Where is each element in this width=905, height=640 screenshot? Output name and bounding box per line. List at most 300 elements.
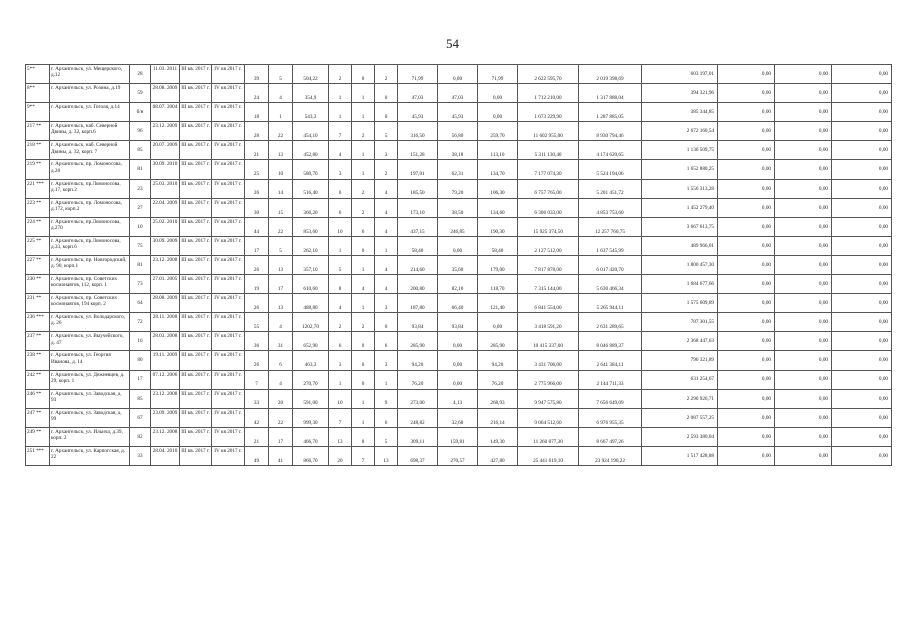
cell-c14: 0,00 <box>775 255 832 274</box>
table-row <box>26 179 892 198</box>
cell-c3: 853,60 <box>293 217 329 236</box>
cell-f3: III кв. 2017 г. <box>180 84 212 103</box>
cell-c8: 246,85 <box>438 217 478 236</box>
cell-addr: г. Архангельск, пр. Ломоносова, д.172, корп.2 <box>50 198 130 217</box>
cell-c12: 1 800 457,30 <box>642 255 718 274</box>
cell-f3: III кв. 2017 г. <box>180 255 212 274</box>
cell-c4: 1 <box>329 236 352 255</box>
cell-c14: 0,00 <box>775 84 832 103</box>
cell-c13: 0,00 <box>718 141 775 160</box>
cell-c13: 0,00 <box>718 313 775 332</box>
cell-f4: IV кв 2017 г. <box>212 198 245 217</box>
cell-c7: 285,90 <box>398 332 438 351</box>
cell-c3: 1202,70 <box>293 313 329 332</box>
cell-c14: 0,00 <box>775 160 832 179</box>
cell-c1: 49 <box>245 446 269 465</box>
cell-c10: 9 064 512,60 <box>518 408 579 427</box>
cell-c10: 7 315 144,00 <box>518 275 579 294</box>
cell-n: 251 *** <box>26 446 50 465</box>
cell-f3: III кв. 2017 г. <box>180 427 212 446</box>
cell-c12: 790 321,89 <box>642 351 718 370</box>
cell-c5: 0 <box>352 236 375 255</box>
cell-c14: 0,00 <box>775 217 832 236</box>
table-body <box>26 65 892 466</box>
cell-c4: 1 <box>329 103 352 122</box>
cell-c8: 0,00 <box>438 65 478 84</box>
cell-c10: 6 841 554,00 <box>518 294 579 313</box>
cell-c4: 2 <box>329 313 352 332</box>
cell-f1: 10 <box>130 217 151 236</box>
cell-c6: 4 <box>375 198 398 217</box>
cell-c4: 5 <box>329 255 352 274</box>
cell-c9: 179,00 <box>478 255 518 274</box>
cell-n: 247 ** <box>26 408 50 427</box>
cell-addr: г. Архангельск, ул. Заводская, д. 99 <box>50 408 130 427</box>
cell-c8: 38,18 <box>438 141 478 160</box>
cell-f2: 08.07. 2004 <box>151 103 180 122</box>
cell-c7: 93,84 <box>398 313 438 332</box>
cell-c3: 366,20 <box>293 198 329 217</box>
cell-f1: 81 <box>130 160 151 179</box>
cell-c2: 4 <box>269 313 293 332</box>
cell-f1: 27 <box>130 198 151 217</box>
cell-c6: 6 <box>375 408 398 427</box>
cell-f2: 23.12. 2009 <box>151 122 180 141</box>
cell-f3: III кв. 2017 г. <box>180 236 212 255</box>
cell-c10: 2 622 595,70 <box>518 65 579 84</box>
cell-c3: 270,70 <box>293 370 329 389</box>
housing-table <box>25 64 892 466</box>
cell-c15: 0,00 <box>832 84 892 103</box>
cell-c7: 94,20 <box>398 351 438 370</box>
cell-c13: 0,00 <box>718 236 775 255</box>
cell-c9: 94,20 <box>478 351 518 370</box>
cell-f3: III кв. 2017 г. <box>180 389 212 408</box>
cell-c9: 259,70 <box>478 122 518 141</box>
cell-f3: III кв. 2017 г. <box>180 141 212 160</box>
cell-c5: 2 <box>352 179 375 198</box>
cell-c15: 0,00 <box>832 103 892 122</box>
cell-c3: 516,40 <box>293 179 329 198</box>
cell-f2: 22.04. 2009 <box>151 198 180 217</box>
cell-c5: 0 <box>352 370 375 389</box>
cell-f4: IV кв 2017 г. <box>212 103 245 122</box>
table-row <box>26 370 892 389</box>
cell-n: 227 ** <box>26 255 50 274</box>
table-row <box>26 408 892 427</box>
cell-addr: г. Архангельск, ул. Заводская, д. 93 <box>50 389 130 408</box>
table-row <box>26 84 892 103</box>
cell-f1: 28 <box>130 65 151 84</box>
cell-c1: 36 <box>245 332 269 351</box>
cell-f1: 33 <box>130 446 151 465</box>
cell-c8: 56,80 <box>438 122 478 141</box>
cell-c15: 0,00 <box>832 65 892 84</box>
cell-c5: 4 <box>352 275 375 294</box>
cell-c2: 4 <box>269 370 293 389</box>
cell-c3: 504,22 <box>293 65 329 84</box>
cell-c6: 0 <box>375 84 398 103</box>
cell-f3: III кв. 2017 г. <box>180 275 212 294</box>
cell-f1: 73 <box>130 275 151 294</box>
cell-c4: 7 <box>329 122 352 141</box>
cell-c4: 10 <box>329 217 352 236</box>
cell-f3: III кв. 2017 г. <box>180 198 212 217</box>
cell-c15: 0,00 <box>832 141 892 160</box>
table-row <box>26 275 892 294</box>
cell-c7: 214,60 <box>398 255 438 274</box>
cell-c12: 385 344,85 <box>642 103 718 122</box>
table-row <box>26 255 892 274</box>
cell-f1: 80 <box>130 351 151 370</box>
cell-addr: г. Архангельск, пр.Ломоносова, д.270 <box>50 217 130 236</box>
cell-c3: 452,80 <box>293 141 329 160</box>
cell-n: 5** <box>26 65 50 84</box>
cell-c5: 2 <box>352 313 375 332</box>
cell-c13: 0,00 <box>718 351 775 370</box>
cell-c12: 2 087 557,25 <box>642 408 718 427</box>
cell-c7: 316,50 <box>398 122 438 141</box>
cell-addr: г. Архангельск, ул. Ильича, д.39, корп. 2 <box>50 427 130 446</box>
cell-c12: 603 197,01 <box>642 65 718 84</box>
cell-c3: 866,70 <box>293 446 329 465</box>
cell-c7: 151,28 <box>398 141 438 160</box>
cell-c15: 0,00 <box>832 446 892 465</box>
cell-c12: 1 684 677,66 <box>642 275 718 294</box>
cell-c11: 1 317 888,04 <box>579 84 642 103</box>
cell-f1: 85 <box>130 141 151 160</box>
cell-addr: г. Архангельск, ул. Выучейского, д. 47 <box>50 332 130 351</box>
cell-c8: 0,00 <box>438 236 478 255</box>
cell-c2: 14 <box>269 179 293 198</box>
cell-f3: III кв. 2017 г. <box>180 160 212 179</box>
cell-c12: 489 966,01 <box>642 236 718 255</box>
cell-c12: 1 652 880,25 <box>642 160 718 179</box>
cell-c14: 0,00 <box>775 427 832 446</box>
cell-c3: 591,00 <box>293 389 329 408</box>
cell-c5: 0 <box>352 351 375 370</box>
cell-c5: 6 <box>352 217 375 236</box>
cell-c13: 0,00 <box>718 103 775 122</box>
cell-c2: 10 <box>269 160 293 179</box>
cell-c5: 2 <box>352 198 375 217</box>
cell-c7: 248,82 <box>398 408 438 427</box>
cell-f4: IV кв 2017 г. <box>212 351 245 370</box>
cell-c2: 5 <box>269 236 293 255</box>
cell-n: 246 ** <box>26 389 50 408</box>
cell-c14: 0,00 <box>775 141 832 160</box>
cell-c8: 35,60 <box>438 255 478 274</box>
cell-c9: 134,60 <box>478 198 518 217</box>
cell-c13: 0,00 <box>718 255 775 274</box>
cell-c10: 6 306 033,00 <box>518 198 579 217</box>
cell-f4: IV кв 2017 г. <box>212 332 245 351</box>
cell-c9: 268,93 <box>478 389 518 408</box>
cell-c9: 71,99 <box>478 65 518 84</box>
cell-c2: 6 <box>269 351 293 370</box>
cell-f2: 23.09. 2009 <box>151 408 180 427</box>
cell-f2: 25.02. 2010 <box>151 217 180 236</box>
cell-f4: IV кв 2017 г. <box>212 255 245 274</box>
cell-c9: 0,00 <box>478 84 518 103</box>
cell-c15: 0,00 <box>832 179 892 198</box>
cell-f2: 23.12. 2008 <box>151 255 180 274</box>
cell-f2: 28.03. 2008 <box>151 332 180 351</box>
cell-c11: 5 265 944,11 <box>579 294 642 313</box>
cell-c5: 0 <box>352 65 375 84</box>
cell-c12: 631 254,67 <box>642 370 718 389</box>
cell-c13: 0,00 <box>718 294 775 313</box>
cell-f4: IV кв 2017 г. <box>212 427 245 446</box>
cell-c13: 0,00 <box>718 427 775 446</box>
cell-f1: 64 <box>130 294 151 313</box>
cell-f1: 67 <box>130 408 151 427</box>
cell-n: 218 ** <box>26 141 50 160</box>
cell-f4: IV кв 2017 г. <box>212 446 245 465</box>
cell-f3: III кв. 2017 г. <box>180 370 212 389</box>
cell-c9: 118,70 <box>478 275 518 294</box>
cell-c14: 0,00 <box>775 332 832 351</box>
cell-c14: 0,00 <box>775 179 832 198</box>
cell-c14: 0,00 <box>775 313 832 332</box>
cell-c5: 1 <box>352 408 375 427</box>
cell-c5: 7 <box>352 446 375 465</box>
cell-addr: г. Архангельск, ул. Розина, д.19 <box>50 84 130 103</box>
cell-c12: 3 667 613,75 <box>642 217 718 236</box>
cell-c4: 13 <box>329 427 352 446</box>
cell-c7: 698,37 <box>398 446 438 465</box>
cell-addr: г. Архангельск, ул. Дежневцев, д. 29, корп. 1 <box>50 370 130 389</box>
cell-n: 224 ** <box>26 217 50 236</box>
cell-c4: 8 <box>329 275 352 294</box>
cell-c8: 47,03 <box>438 84 478 103</box>
cell-c12: 1 452 279,40 <box>642 198 718 217</box>
cell-c6: 0 <box>375 313 398 332</box>
cell-c8: 32,68 <box>438 408 478 427</box>
cell-c10: 9 947 575,80 <box>518 389 579 408</box>
cell-c13: 0,00 <box>718 65 775 84</box>
cell-c13: 0,00 <box>718 122 775 141</box>
cell-c1: 25 <box>245 160 269 179</box>
cell-c6: 1 <box>375 236 398 255</box>
cell-c10: 6 757 765,00 <box>518 179 579 198</box>
cell-c8: 270,57 <box>438 446 478 465</box>
cell-c3: 454,10 <box>293 122 329 141</box>
cell-c5: 1 <box>352 294 375 313</box>
cell-c5: 1 <box>352 84 375 103</box>
cell-c12: 1 136 509,75 <box>642 141 718 160</box>
cell-c15: 0,00 <box>832 217 892 236</box>
cell-f4: IV кв 2017 г. <box>212 160 245 179</box>
cell-c11: 5 630 466,34 <box>579 275 642 294</box>
cell-c4: 4 <box>329 294 352 313</box>
cell-f3: III кв. 2017 г. <box>180 351 212 370</box>
cell-f2: 19.11. 2009 <box>151 351 180 370</box>
cell-c8: 66,40 <box>438 294 478 313</box>
cell-c1: 26 <box>245 255 269 274</box>
cell-c3: 466,70 <box>293 427 329 446</box>
cell-c1: 21 <box>245 141 269 160</box>
cell-c5: 1 <box>352 255 375 274</box>
cell-c1: 39 <box>245 65 269 84</box>
cell-c1: 33 <box>245 389 269 408</box>
cell-c8: 62,31 <box>438 160 478 179</box>
cell-c7: 197,01 <box>398 160 438 179</box>
cell-c1: 44 <box>245 217 269 236</box>
cell-c2: 5 <box>269 65 293 84</box>
cell-c7: 200,80 <box>398 275 438 294</box>
cell-c7: 187,80 <box>398 294 438 313</box>
cell-c9: 285,90 <box>478 332 518 351</box>
cell-c10: 5 311 130,40 <box>518 141 579 160</box>
cell-c13: 0,00 <box>718 370 775 389</box>
cell-c13: 0,00 <box>718 160 775 179</box>
cell-f3: III кв. 2017 г. <box>180 446 212 465</box>
cell-addr: г. Архангельск, пр. Новгородский, д. 90, корп.1 <box>50 255 130 274</box>
cell-c9: 149,30 <box>478 427 518 446</box>
cell-f4: IV кв 2017 г. <box>212 236 245 255</box>
table-row <box>26 122 892 141</box>
cell-c7: 437,15 <box>398 217 438 236</box>
cell-n: 230 ** <box>26 275 50 294</box>
cell-f4: IV кв 2017 г. <box>212 275 245 294</box>
cell-c2: 22 <box>269 217 293 236</box>
cell-c2: 31 <box>269 332 293 351</box>
cell-c8: 159,81 <box>438 427 478 446</box>
cell-c12: 394 321,96 <box>642 84 718 103</box>
cell-c2: 20 <box>269 389 293 408</box>
cell-c9: 76,20 <box>478 370 518 389</box>
cell-c11: 8 667 497,26 <box>579 427 642 446</box>
cell-c1: 19 <box>245 275 269 294</box>
cell-c11: 4 174 620,65 <box>579 141 642 160</box>
cell-f2: 28.08. 2009 <box>151 294 180 313</box>
cell-c13: 0,00 <box>718 84 775 103</box>
cell-c7: 45,93 <box>398 103 438 122</box>
cell-c4: 6 <box>329 198 352 217</box>
cell-f1: 75 <box>130 236 151 255</box>
cell-addr: г. Архангельск, пр. Ломоносова, д.28 <box>50 160 130 179</box>
cell-c4: 4 <box>329 141 352 160</box>
cell-c5: 1 <box>352 103 375 122</box>
cell-c7: 309,11 <box>398 427 438 446</box>
cell-f2: 23.12. 2008 <box>151 427 180 446</box>
cell-c1: 26 <box>245 179 269 198</box>
cell-addr: г. Архангельск, ул. Карпогская, д. 22 <box>50 446 130 465</box>
cell-c15: 0,00 <box>832 332 892 351</box>
cell-c4: 10 <box>329 389 352 408</box>
cell-f2: 28.08. 2009 <box>151 84 180 103</box>
cell-c9: 134,70 <box>478 160 518 179</box>
cell-f4: IV кв 2017 г. <box>212 84 245 103</box>
cell-c4: 3 <box>329 160 352 179</box>
cell-c11: 2 019 398,69 <box>579 65 642 84</box>
cell-f4: IV кв 2017 г. <box>212 141 245 160</box>
cell-c6: 4 <box>375 255 398 274</box>
cell-c8: 38,50 <box>438 198 478 217</box>
cell-addr: г. Архангельск, наб. Северной Двины, д. 32, корп.6 <box>50 122 130 141</box>
cell-n: 249 ** <box>26 427 50 446</box>
cell-c14: 0,00 <box>775 351 832 370</box>
cell-c1: 30 <box>245 198 269 217</box>
cell-c14: 0,00 <box>775 294 832 313</box>
cell-n: 217 ** <box>26 122 50 141</box>
cell-c2: 22 <box>269 122 293 141</box>
cell-c2: 4 <box>269 84 293 103</box>
cell-f2: 30.09. 2010 <box>151 160 180 179</box>
cell-c11: 2 144 711,33 <box>579 370 642 389</box>
cell-c14: 0,00 <box>775 408 832 427</box>
cell-c2: 17 <box>269 275 293 294</box>
cell-c14: 0,00 <box>775 103 832 122</box>
cell-n: 238 ** <box>26 351 50 370</box>
cell-c10: 7 177 074,30 <box>518 160 579 179</box>
cell-c11: 8 930 794,46 <box>579 122 642 141</box>
cell-c6: 5 <box>375 427 398 446</box>
cell-c8: 0,00 <box>438 370 478 389</box>
table-row <box>26 236 892 255</box>
cell-c10: 2 127 512,00 <box>518 236 579 255</box>
cell-c11: 23 924 190,22 <box>579 446 642 465</box>
cell-c8: 82,10 <box>438 275 478 294</box>
cell-f4: IV кв 2017 г. <box>212 294 245 313</box>
cell-c6: 9 <box>375 389 398 408</box>
cell-c12: 2 290 926,71 <box>642 389 718 408</box>
cell-n: 231 ** <box>26 294 50 313</box>
cell-c9: 216,14 <box>478 408 518 427</box>
cell-c3: 610,60 <box>293 275 329 294</box>
cell-c4: 6 <box>329 332 352 351</box>
cell-f3: III кв. 2017 г. <box>180 294 212 313</box>
cell-c10: 11 260 877,30 <box>518 427 579 446</box>
cell-c7: 185,50 <box>398 179 438 198</box>
cell-f3: III кв. 2017 г. <box>180 332 212 351</box>
cell-c10: 3 431 706,00 <box>518 351 579 370</box>
cell-c5: 8 <box>352 427 375 446</box>
cell-c2: 15 <box>269 198 293 217</box>
cell-n: 236 *** <box>26 313 50 332</box>
table-row <box>26 313 892 332</box>
cell-c10: 15 925 374,50 <box>518 217 579 236</box>
cell-c7: 173,10 <box>398 198 438 217</box>
cell-c6: 3 <box>375 351 398 370</box>
cell-c3: 652,90 <box>293 332 329 351</box>
cell-c11: 12 257 760,75 <box>579 217 642 236</box>
cell-c11: 1 287 885,05 <box>579 103 642 122</box>
cell-c2: 17 <box>269 427 293 446</box>
cell-c15: 0,00 <box>832 160 892 179</box>
cell-c6: 4 <box>375 217 398 236</box>
cell-c10: 10 415 337,00 <box>518 332 579 351</box>
cell-c14: 0,00 <box>775 446 832 465</box>
cell-c15: 0,00 <box>832 389 892 408</box>
cell-c12: 787 301,55 <box>642 313 718 332</box>
cell-c10: 1 712 210,00 <box>518 84 579 103</box>
table-row <box>26 427 892 446</box>
cell-c15: 0,00 <box>832 351 892 370</box>
page-number: 54 <box>446 36 459 51</box>
cell-c6: 5 <box>375 122 398 141</box>
cell-c2: 41 <box>269 446 293 465</box>
table-row <box>26 389 892 408</box>
cell-c6: 13 <box>375 446 398 465</box>
cell-f1: 59 <box>130 84 151 103</box>
cell-f3: III кв. 2017 г. <box>180 217 212 236</box>
cell-c9: 121,40 <box>478 294 518 313</box>
cell-c14: 0,00 <box>775 65 832 84</box>
cell-f1: 16 <box>130 332 151 351</box>
cell-c11: 5 201 451,72 <box>579 179 642 198</box>
